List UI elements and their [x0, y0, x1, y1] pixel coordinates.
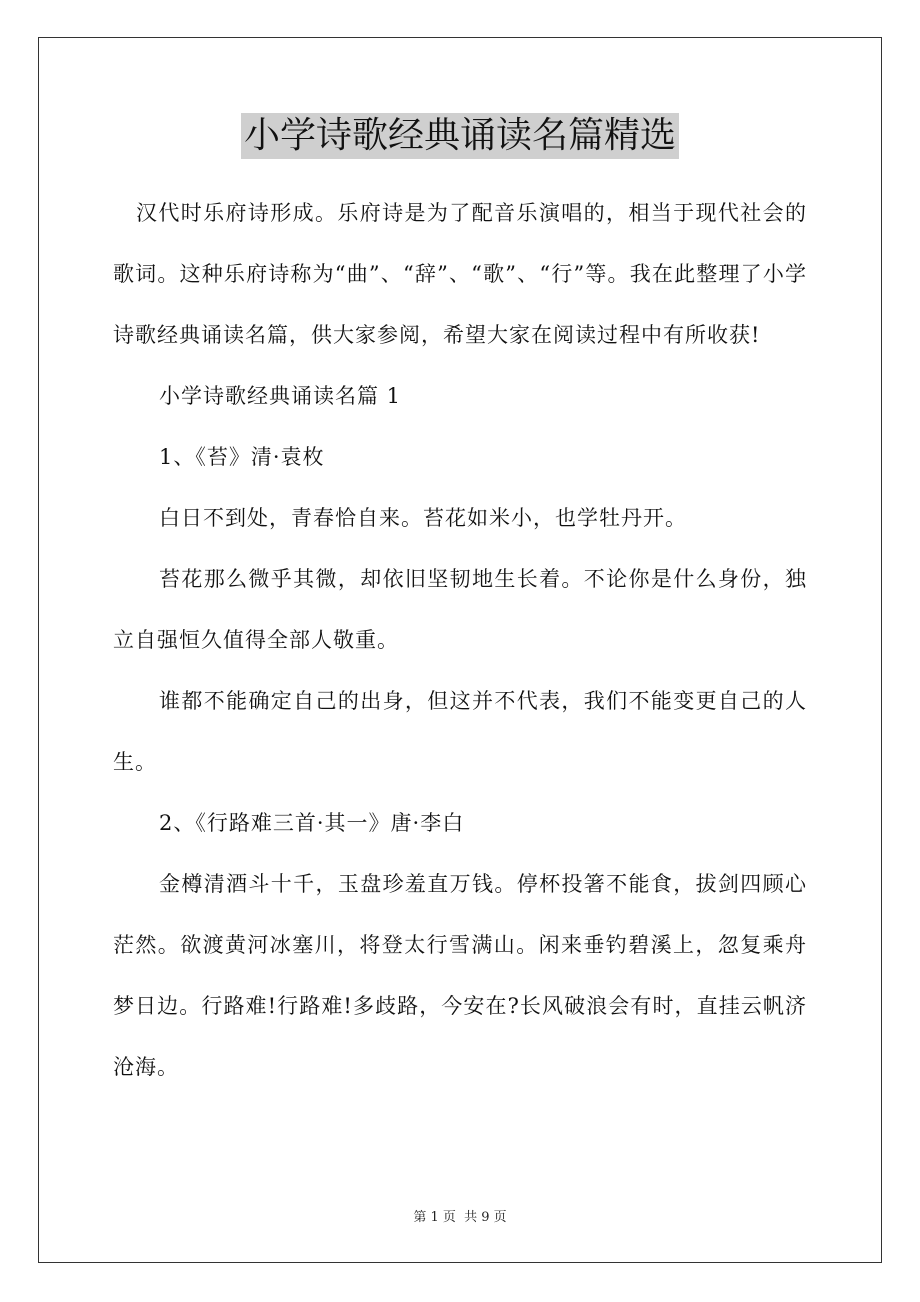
poem-title-2: 2、《行路难三首·其一》唐·李白	[159, 811, 465, 835]
title-container	[0, 113, 920, 159]
poem-text-1: 白日不到处，青春恰自来。苔花如米小，也学牡丹开。	[159, 506, 687, 530]
poem-text-2: 金樽清酒斗十千，玉盘珍羞直万钱。停杯投箸不能食，拔剑四顾心茫然。欲渡黄河冰塞川，将登太行雪满山。闲来垂钓碧溪上，忽复乘舟梦日边。行路难!行路难!多歧路，今安在?长风破浪会有时，直挂云帆济沧海。	[113, 872, 807, 1079]
page-footer	[0, 1206, 920, 1225]
document-body	[113, 183, 807, 1098]
section-heading: 小学诗歌经典诵读名篇 1	[159, 384, 402, 408]
commentary-paragraph-2: 谁都不能确定自己的出身，但这并不代表，我们不能变更自己的人生。	[113, 689, 807, 774]
intro-paragraph: 汉代时乐府诗形成。乐府诗是为了配音乐演唱的，相当于现代社会的歌词。这种乐府诗称为“曲”、“辞”、“歌”、“行”等。我在此整理了小学诗歌经典诵读名篇，供大家参阅，希望大家在阅读过程中有所收获!	[113, 201, 807, 347]
commentary-paragraph-1: 苔花那么微乎其微，却依旧坚韧地生长着。不论你是什么身份，独立自强恒久值得全部人敬重。	[113, 567, 807, 652]
poem-title-1: 1、《苔》清·袁枚	[159, 445, 325, 469]
page-total: 共 9 页	[464, 1210, 507, 1225]
document-title: 小学诗歌经典诵读名篇精选	[241, 113, 679, 159]
page-number: 第 1 页	[413, 1210, 456, 1225]
